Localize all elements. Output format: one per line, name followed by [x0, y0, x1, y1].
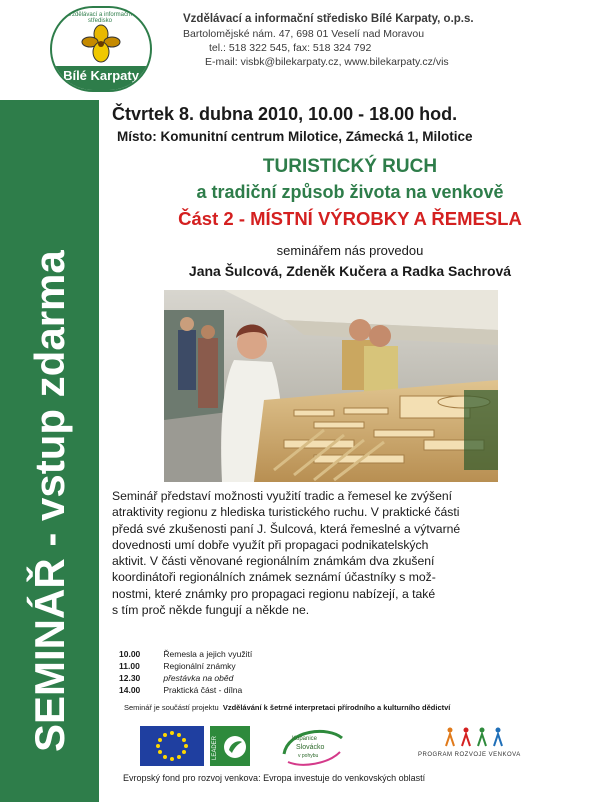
project-note: [124, 703, 450, 712]
description-line: atraktivity regionu z hlediska turistického ruchu. V praktické části: [112, 505, 460, 520]
organization-address: Bartolomějské nám. 47, 698 01 Veselí nad Moravou: [183, 28, 425, 40]
description-line: s tím proč někde fungují a někde ne.: [112, 603, 310, 618]
slovacko-text-2: Slovácko: [296, 744, 325, 751]
project-prefix: Seminář je součástí projektu: [124, 703, 219, 712]
prv-figures-icon: [440, 724, 510, 750]
footer-text: Evropský fond pro rozvoj venkova: Evropa investuje do venkovských oblastí: [123, 773, 426, 783]
organization-email: E-mail: visbk@bilekarpaty.cz, www.bilekarpaty.cz/vis: [205, 56, 449, 68]
prv-text: PROGRAM ROZVOJE VENKOVA: [418, 752, 521, 758]
schedule-row: [119, 660, 419, 672]
leader-logo-text: LEADER: [212, 735, 218, 760]
logo-arc-text: Vzdělávací a informační středisko: [67, 12, 133, 24]
description-line: nostmi, které známky pro propagaci regionu nabízejí, a také: [112, 586, 436, 601]
slovacko-logo: [278, 724, 348, 768]
event-date: Čtvrtek 8. dubna 2010, 10.00 - 18.00 hod.: [112, 104, 458, 124]
logo-band: Bílé Karpaty: [52, 66, 150, 90]
schedule-label: Regionální známky: [163, 661, 236, 671]
organization-name: Vzdělávací a informační středisko Bílé Karpaty, o.p.s.: [183, 13, 474, 25]
sponsor-logos: [140, 718, 560, 768]
description-line: předá své zkušenosti paní J. Šulcová, která řemeslné a výtvarné: [112, 521, 461, 536]
seminar-description: [112, 488, 552, 618]
speakers-lead: seminářem nás provedou: [276, 243, 424, 258]
event-place: Místo: Komunitní centrum Milotice, Zámecká 1, Milotice: [117, 129, 473, 144]
leader-logo: [210, 726, 250, 766]
event-title-line1: TURISTICKÝ RUCH: [262, 156, 438, 177]
organization-logo: [50, 6, 152, 92]
description-line: aktivit. V části věnované regionálním známkám dva zkušení: [112, 554, 435, 569]
schedule-label: přestávka na oběd: [163, 673, 234, 683]
schedule-label: Praktická část - dílna: [163, 685, 243, 695]
schedule-time: 12.30: [119, 673, 141, 683]
schedule-time: 14.00: [119, 685, 141, 695]
leader-mark-icon: [222, 734, 248, 760]
speakers: Jana Šulcová, Zdeněk Kučera a Radka Sachrová: [188, 263, 512, 279]
event-title-line3: Část 2 - MÍSTNÍ VÝROBKY A ŘEMESLA: [178, 208, 522, 229]
eu-flag-icon: [140, 726, 204, 766]
schedule-time: 10.00: [119, 649, 141, 659]
organization-phone: tel.: 518 322 545, fax: 518 324 792: [209, 42, 372, 54]
description-line: koordinátoři regionálních známek seznámí účastníky s mož-: [112, 570, 436, 585]
schedule-label: Řemesla a jejich využití: [163, 649, 253, 659]
description-line: Seminář představí možnosti využití tradic a řemesel ke zvýšení: [112, 489, 453, 503]
side-banner-text: SEMINÁŘ - vstup zdarma: [26, 250, 73, 752]
event-title-line2: a tradiční způsob života na venkově: [196, 182, 504, 202]
schedule-time: 11.00: [119, 661, 140, 671]
schedule-row: [119, 648, 419, 660]
slovacko-text-1: Kopanice: [292, 736, 318, 742]
market-photo: [164, 290, 498, 482]
schedule: [119, 648, 419, 696]
schedule-row: [119, 684, 419, 696]
schedule-row: [119, 672, 419, 684]
prv-logo: [410, 724, 530, 764]
slovacko-text-3: v pohybu: [298, 753, 319, 759]
description-line: dovednosti umí dobře využít při propagaci podnikatelských: [112, 537, 429, 552]
orchid-icon: [79, 22, 123, 66]
project-name: Vzdělávání k šetrné interpretaci přírodního a kulturního dědictví: [222, 703, 451, 712]
